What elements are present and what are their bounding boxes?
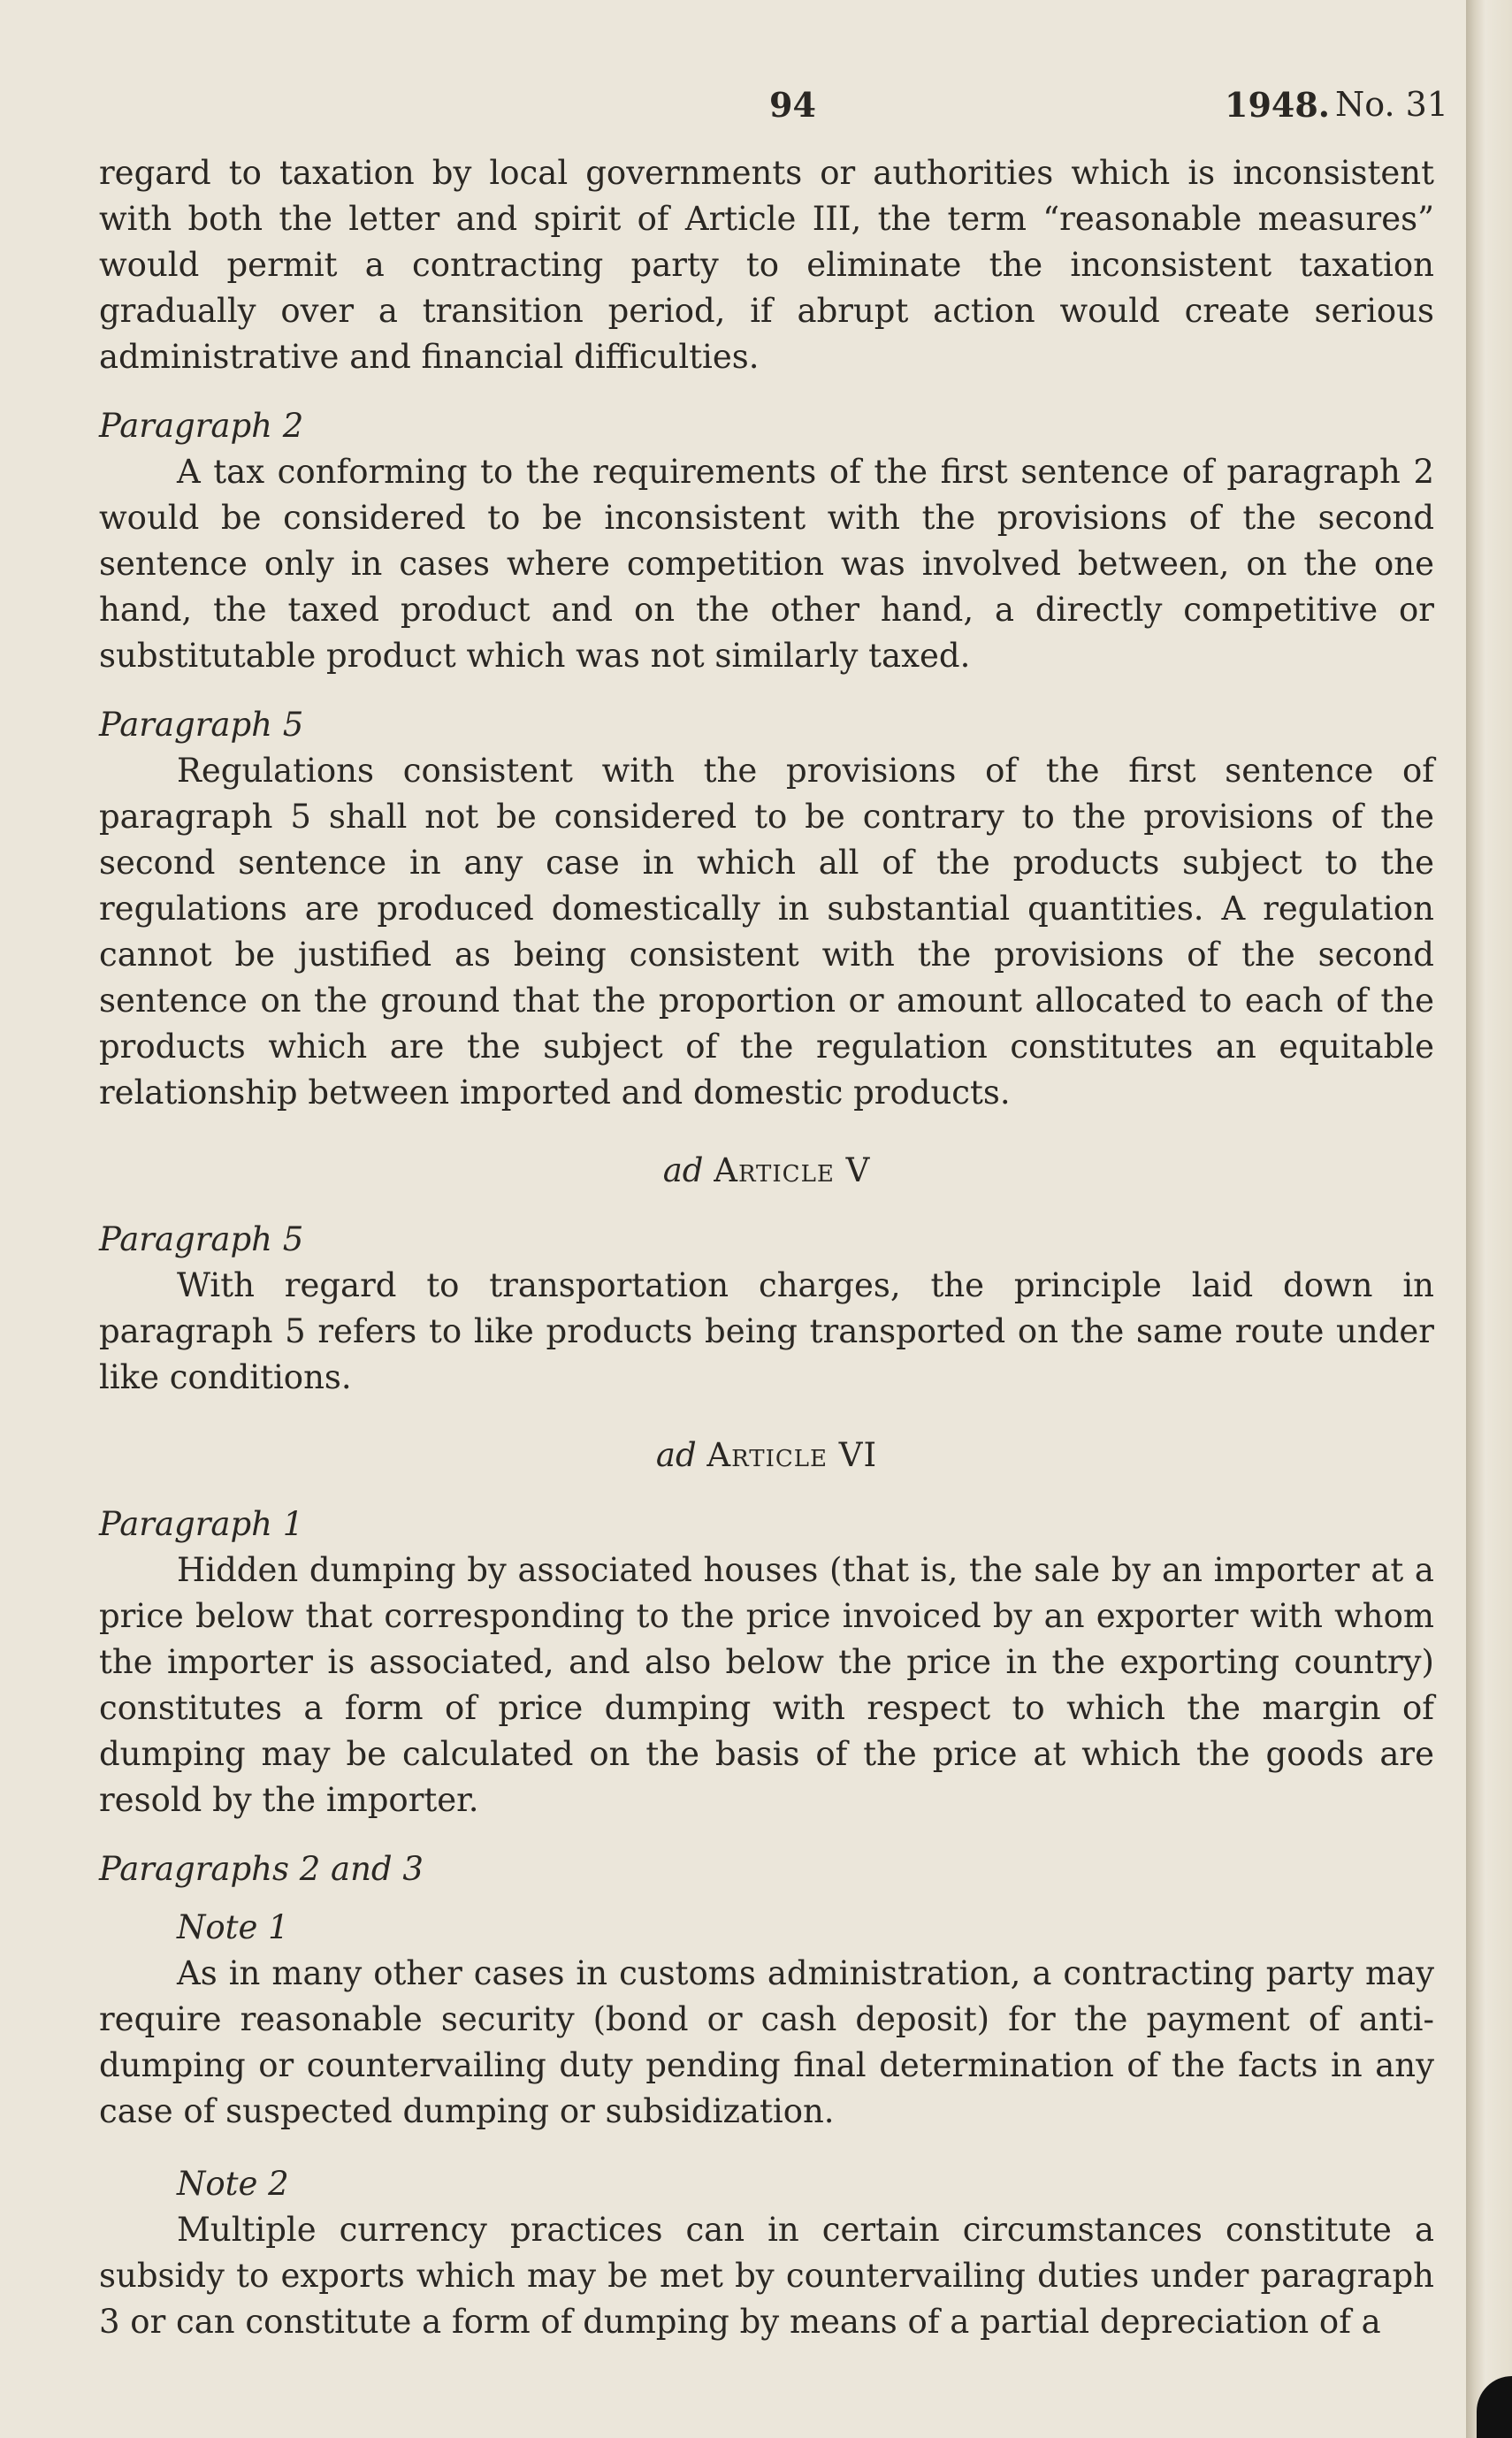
body-paragraph: Regulations consistent with the provisions of the first sentence of paragraph 5 shall not be considered to be contrary to the provisions of the second sentence in any case in which all of the products subject to the regulations are produced domestically in substantial quantities. A regulation cannot be justified as being consistent with the provisions of the second sentence on the ground that the proportion or amount allocated to each of the products which are the subject of the regulation constitutes an equitable relationship between imported and domestic products. [99, 752, 1434, 1112]
paragraph-label: Paragraph 2 [99, 407, 304, 445]
section-heading [99, 1148, 1434, 1194]
note-label: Note 1 [177, 1908, 289, 1946]
paragraph-label: Paragraph 5 [99, 1220, 304, 1258]
body-paragraph: Multiple currency practices can in certain circumstances constitute a subsidy to exports which may be met by countervailing duties under paragraph 3 or can constitute a form of dumping by means of a partial depreciation of a [99, 2211, 1434, 2341]
page-number: 94 [769, 85, 816, 125]
book-gutter [1466, 0, 1512, 2438]
body-paragraph: A tax conforming to the requirements of the first sentence of paragraph 2 would be considered to be inconsistent with the provisions of the second sentence only in cases where competition was involved between, on the one hand, the taxed product and on the other hand, a directly competitive or substitutable product which was not similarly taxed. [99, 453, 1434, 675]
heading-ad: ad [655, 1436, 697, 1474]
body-paragraph: With regard to transportation charges, the principle laid down in paragraph 5 refers to like products being transported on the same route under like conditions. [99, 1266, 1434, 1396]
body-paragraph: regard to taxation by local governments or authorities which is inconsistent with both the letter and spirit of Article III, the term “reasonable measures” would permit a contracting party to eliminate the inconsistent taxation gradually over a transition period, if abrupt action would create serious administrative and financial difficulties. [99, 154, 1434, 376]
paragraph-label: Paragraph 5 [99, 706, 304, 744]
section-heading [99, 1433, 1434, 1479]
paragraph-label: Paragraphs 2 and 3 [99, 1850, 424, 1888]
heading-article: Article V [714, 1151, 871, 1189]
paragraph-label: Paragraph 1 [99, 1505, 304, 1543]
header-doc-number: No. 31 [1335, 85, 1448, 124]
note-label: Note 2 [177, 2165, 289, 2203]
heading-ad: ad [662, 1151, 704, 1189]
body-paragraph: Hidden dumping by associated houses (that is, the sale by an importer at a price below that corresponding to the price invoiced by an exporter with whom the importer is associated, and also below the price in the exporting country) constitutes a form of price dumping with respect to which the margin of dumping may be calculated on the basis of the price at which the goods are resold by the importer. [99, 1551, 1434, 1819]
header-year: 1948. [1225, 85, 1330, 125]
page-body [99, 150, 1434, 2345]
page-header [0, 85, 1466, 138]
body-paragraph: As in many other cases in customs administration, a contracting party may require reasonable security (bond or cash deposit) for the payment of anti-dumping or countervailing duty pending final determination of the facts in any case of suspected dumping or subsidization. [99, 1954, 1434, 2130]
heading-article: Article VI [706, 1436, 878, 1474]
